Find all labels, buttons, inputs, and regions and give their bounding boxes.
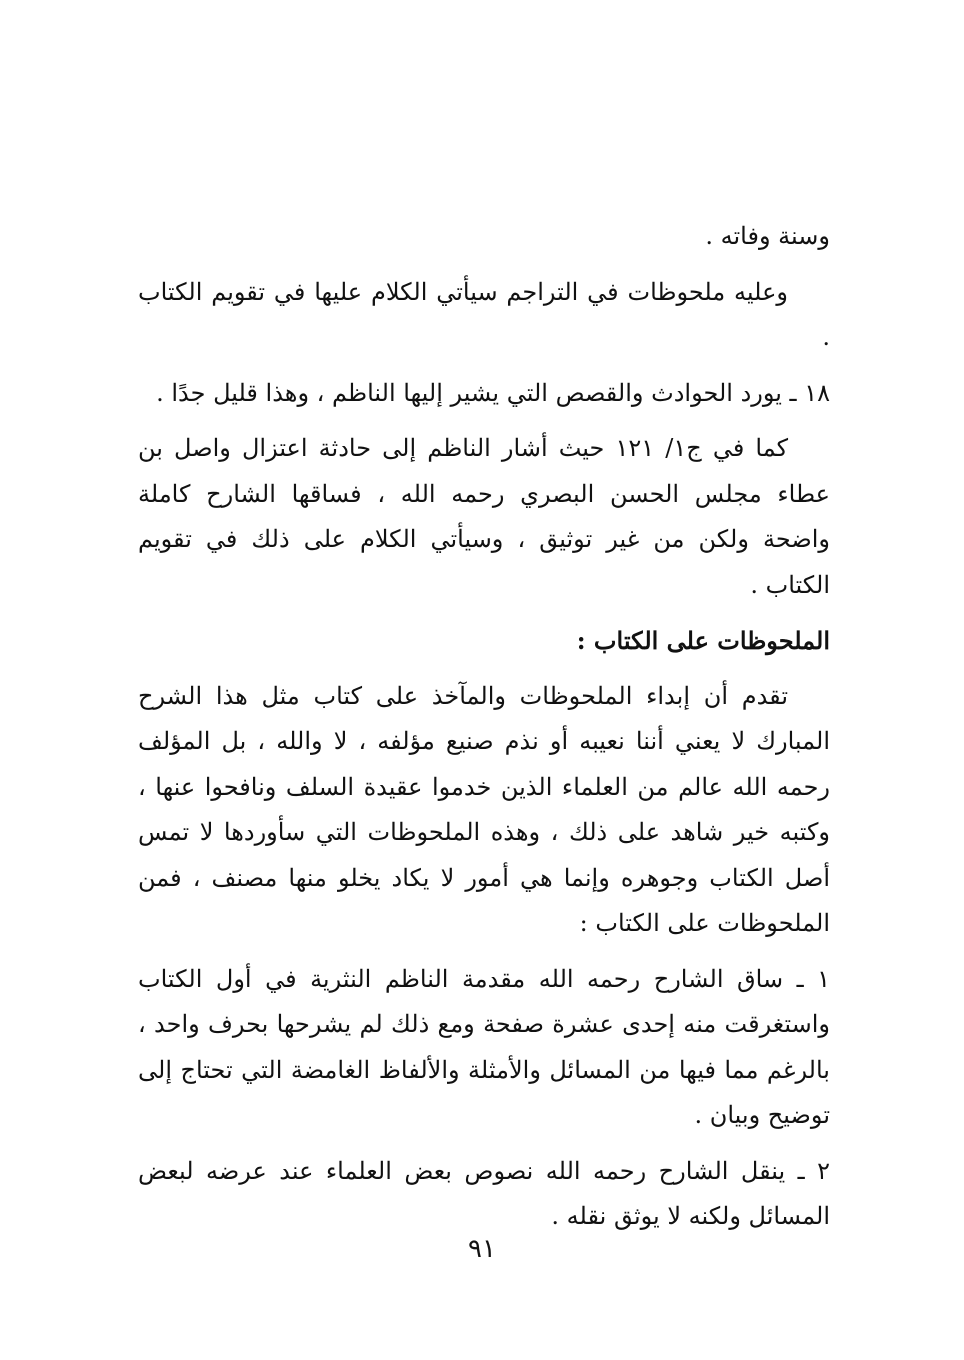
observations-intro-paragraph: تقدم أن إبداء الملحوظات والمآخذ على كتاب مثل هذا الشرح المبارك لا يعني أننا نعيبه أو نذم صنيع مؤلفه ، لا والله ، بل المؤلف رحمه الله عالم من العلماء الذين خدموا عقيدة السلف ونافحوا عنها ، وكتبه خير شاهد على ذلك ، وهذه الملحوظات التي سأوردها لا تمس أصل الكتاب وجوهره وإنما هي أمور لا يكاد يخلو منها مصنف ، فمن الملحوظات على الكتاب : <box>138 681 830 937</box>
wasil-incident-paragraph: كما في ج١/ ١٢١ حيث أشار الناظم إلى حادثة اعتزال واصل بن عطاء مجلس الحسن البصري رحمه الله ، فساقها الشارح كاملة واضحة ولكن من غير توثيق ، وسيأتي الكلام على ذلك في تقويم الكتاب . <box>138 434 830 599</box>
biographies-note-paragraph: وعليه ملحوظات في التراجم سيأتي الكلام عليها في تقويم الكتاب . <box>138 277 830 351</box>
page-body <box>138 214 830 1250</box>
list-item-18: ١٨ ـ يورد الحوادث والقصص التي يشير إليها الناظم ، وهذا قليل جدًا . <box>156 378 830 407</box>
observation-item-2: ٢ ـ ينقل الشارح رحمه الله نصوص بعض العلماء عند عرضه لبعض المسائل ولكنه لا يوثق نقله . <box>138 1156 830 1230</box>
death-year-line: وسنة وفاته . <box>705 222 830 250</box>
page-number: ٩١ <box>468 1234 496 1264</box>
section-heading: الملحوظات على الكتاب : <box>576 626 830 655</box>
observation-item-1: ١ ـ ساق الشارح رحمه الله مقدمة الناظم النثرية في أول الكتاب واستغرقت منه إحدى عشرة صفحة ومع ذلك لم يشرحها بحرف واحد ، بالرغم مما فيها من المسائل والأمثلة والألفاظ الغامضة التي تحتاج إلى توضيح وبيان . <box>138 964 830 1129</box>
